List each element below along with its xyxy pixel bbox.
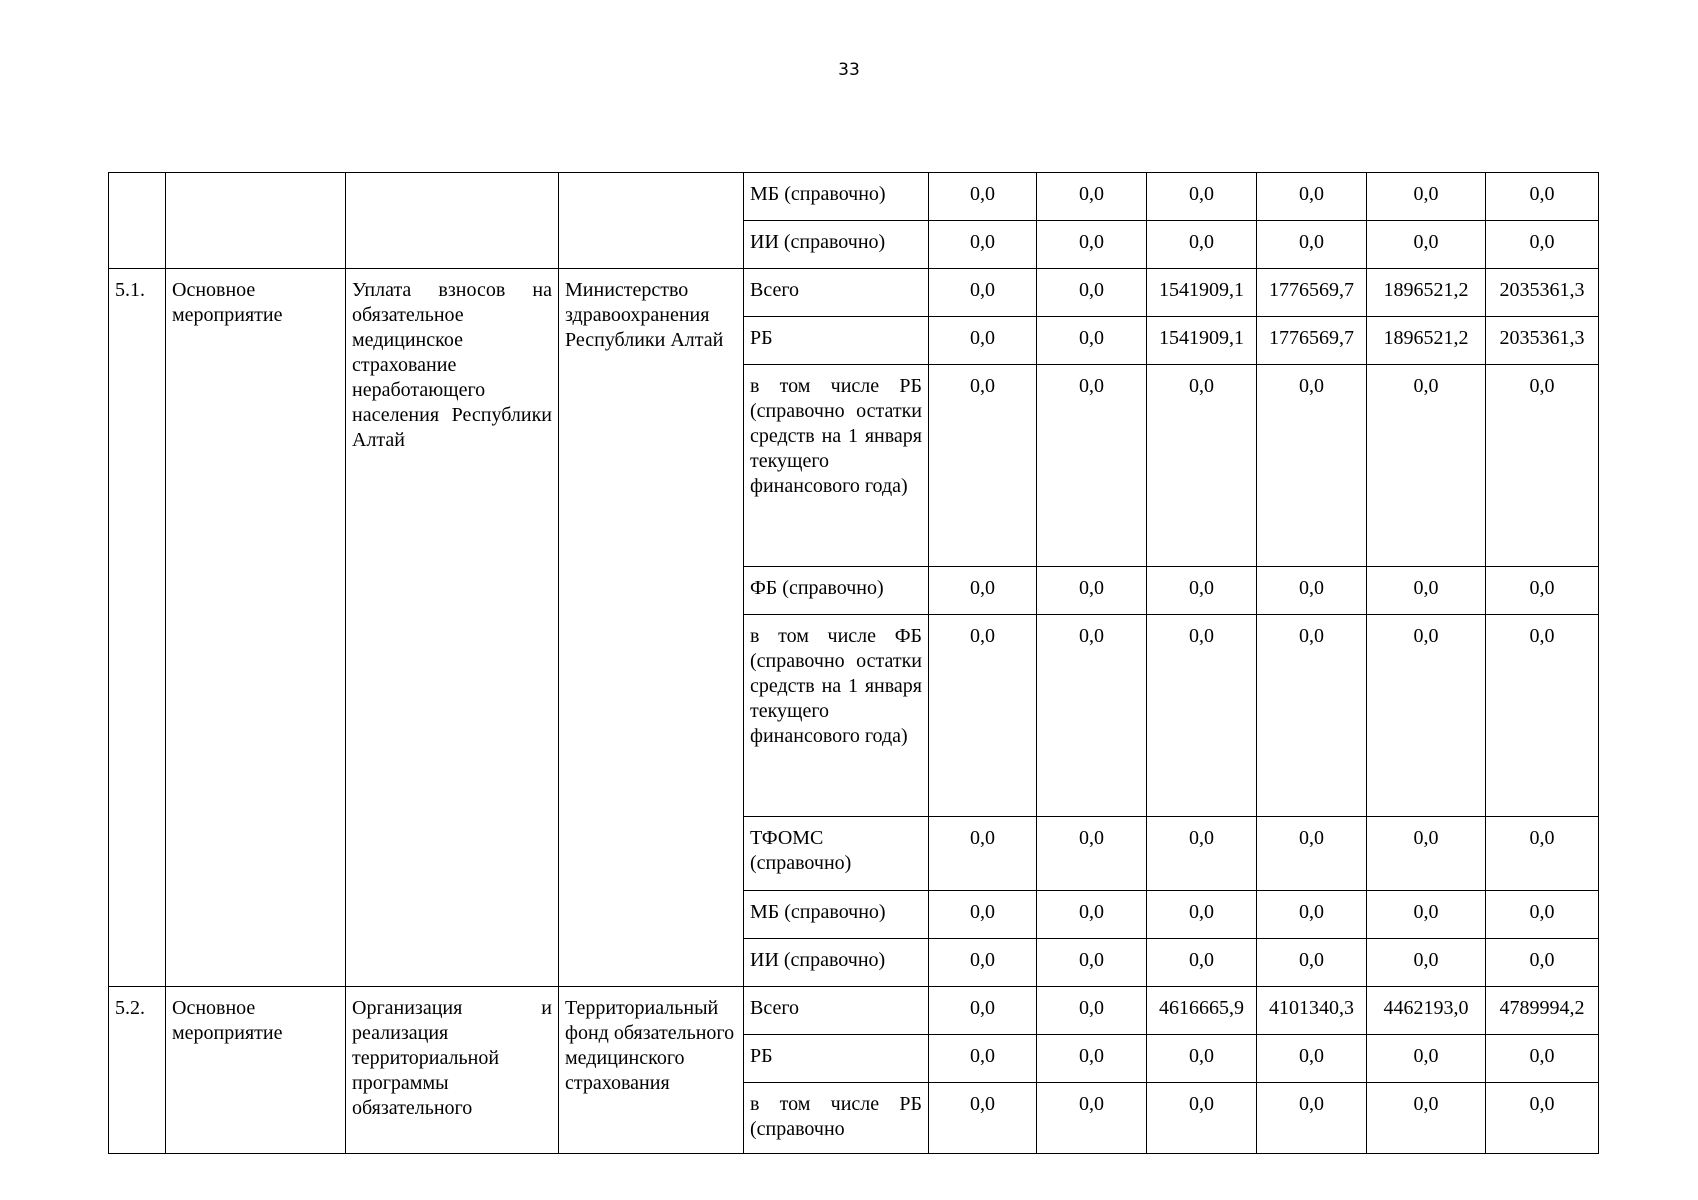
value-cell: 1896521,2 (1367, 269, 1486, 317)
table-row (109, 269, 1599, 317)
value-cell: 0,0 (1147, 615, 1257, 817)
value-cell: 0,0 (1147, 939, 1257, 987)
value-cell: 1776569,7 (1257, 317, 1367, 365)
funding-source-cell: ИИ (справочно) (744, 221, 929, 269)
value-cell: 4101340,3 (1257, 987, 1367, 1035)
value-cell: 0,0 (1486, 817, 1599, 891)
value-cell: 2035361,3 (1486, 317, 1599, 365)
value-cell: 0,0 (1257, 221, 1367, 269)
value-cell: 0,0 (1367, 939, 1486, 987)
value-cell: 0,0 (1367, 1035, 1486, 1083)
funding-source-cell: Всего (744, 987, 929, 1035)
item-executor: Министерство здравоохранения Республики Алтай (559, 269, 744, 987)
value-cell: 0,0 (1367, 567, 1486, 615)
funding-source-cell: в том числе РБ (справочно остатки средств на 1 января текущего финансового года) (744, 365, 929, 567)
type-cell-empty (166, 173, 346, 269)
value-cell: 0,0 (1257, 817, 1367, 891)
value-cell: 0,0 (1147, 221, 1257, 269)
value-cell: 0,0 (1037, 317, 1147, 365)
value-cell: 0,0 (1486, 891, 1599, 939)
executor-cell-empty (559, 173, 744, 269)
value-cell: 4616665,9 (1147, 987, 1257, 1035)
value-cell: 0,0 (929, 939, 1037, 987)
value-cell: 1896521,2 (1367, 317, 1486, 365)
value-cell: 0,0 (929, 269, 1037, 317)
value-cell: 0,0 (1147, 891, 1257, 939)
value-cell: 0,0 (1147, 567, 1257, 615)
value-cell: 0,0 (1147, 173, 1257, 221)
funding-source-cell: ФБ (справочно) (744, 567, 929, 615)
value-cell: 0,0 (929, 1083, 1037, 1154)
value-cell: 0,0 (1367, 615, 1486, 817)
value-cell: 0,0 (929, 1035, 1037, 1083)
value-cell: 1541909,1 (1147, 269, 1257, 317)
value-cell: 0,0 (929, 891, 1037, 939)
value-cell: 0,0 (1037, 173, 1147, 221)
value-cell: 0,0 (1257, 1083, 1367, 1154)
value-cell: 0,0 (1367, 891, 1486, 939)
value-cell: 0,0 (1037, 221, 1147, 269)
value-cell: 0,0 (1257, 365, 1367, 567)
value-cell: 0,0 (1367, 817, 1486, 891)
value-cell: 0,0 (929, 365, 1037, 567)
value-cell: 2035361,3 (1486, 269, 1599, 317)
value-cell: 0,0 (1486, 221, 1599, 269)
value-cell: 0,0 (929, 817, 1037, 891)
value-cell: 0,0 (1486, 173, 1599, 221)
value-cell: 0,0 (1367, 173, 1486, 221)
budget-table (108, 172, 1599, 1154)
table-row (109, 173, 1599, 221)
value-cell: 4462193,0 (1367, 987, 1486, 1035)
value-cell: 0,0 (1257, 173, 1367, 221)
value-cell: 0,0 (929, 567, 1037, 615)
value-cell: 0,0 (1037, 891, 1147, 939)
value-cell: 1541909,1 (1147, 317, 1257, 365)
value-cell: 0,0 (929, 987, 1037, 1035)
value-cell: 0,0 (1367, 365, 1486, 567)
funding-source-cell: Всего (744, 269, 929, 317)
value-cell: 0,0 (1037, 1035, 1147, 1083)
value-cell: 0,0 (1037, 817, 1147, 891)
funding-source-cell: ИИ (справочно) (744, 939, 929, 987)
value-cell: 0,0 (1486, 1035, 1599, 1083)
value-cell: 0,0 (1486, 1083, 1599, 1154)
item-name: Организация и реализация территориальной программы обязательного (346, 987, 559, 1154)
item-code: 5.1. (109, 269, 166, 987)
value-cell: 0,0 (1486, 365, 1599, 567)
value-cell: 0,0 (929, 173, 1037, 221)
item-name: Уплата взносов на обязательное медицинское страхование неработающего населения Республики Алтай (346, 269, 559, 987)
value-cell: 0,0 (1037, 365, 1147, 567)
value-cell: 0,0 (1037, 567, 1147, 615)
item-executor: Территориальный фонд обязательного медицинского страхования (559, 987, 744, 1154)
value-cell: 0,0 (929, 221, 1037, 269)
value-cell: 0,0 (1147, 817, 1257, 891)
value-cell: 0,0 (1037, 1083, 1147, 1154)
value-cell: 0,0 (1147, 1035, 1257, 1083)
funding-source-cell: ТФОМС (справочно) (744, 817, 929, 891)
value-cell: 0,0 (929, 317, 1037, 365)
item-code: 5.2. (109, 987, 166, 1154)
value-cell: 0,0 (1257, 615, 1367, 817)
value-cell: 0,0 (1257, 891, 1367, 939)
value-cell: 0,0 (1037, 269, 1147, 317)
value-cell: 0,0 (929, 615, 1037, 817)
value-cell: 0,0 (1257, 1035, 1367, 1083)
value-cell: 0,0 (1147, 1083, 1257, 1154)
funding-source-cell: в том числе ФБ (справочно остатки средств на 1 января текущего финансового года) (744, 615, 929, 817)
value-cell: 1776569,7 (1257, 269, 1367, 317)
value-cell: 0,0 (1486, 615, 1599, 817)
value-cell: 0,0 (1367, 221, 1486, 269)
value-cell: 0,0 (1257, 939, 1367, 987)
value-cell: 0,0 (1486, 939, 1599, 987)
value-cell: 0,0 (1037, 615, 1147, 817)
value-cell: 0,0 (1257, 567, 1367, 615)
page-number: 33 (838, 60, 860, 80)
item-type: Основное мероприятие (166, 269, 346, 987)
value-cell: 0,0 (1037, 987, 1147, 1035)
value-cell: 0,0 (1486, 567, 1599, 615)
funding-source-cell: МБ (справочно) (744, 891, 929, 939)
value-cell: 0,0 (1147, 365, 1257, 567)
table-row (109, 987, 1599, 1035)
funding-source-cell: РБ (744, 1035, 929, 1083)
funding-source-cell: МБ (справочно) (744, 173, 929, 221)
item-type: Основное мероприятие (166, 987, 346, 1154)
value-cell: 4789994,2 (1486, 987, 1599, 1035)
value-cell: 0,0 (1367, 1083, 1486, 1154)
funding-source-cell: в том числе РБ (справочно (744, 1083, 929, 1154)
funding-source-cell: РБ (744, 317, 929, 365)
value-cell: 0,0 (1037, 939, 1147, 987)
code-cell-empty (109, 173, 166, 269)
name-cell-empty (346, 173, 559, 269)
